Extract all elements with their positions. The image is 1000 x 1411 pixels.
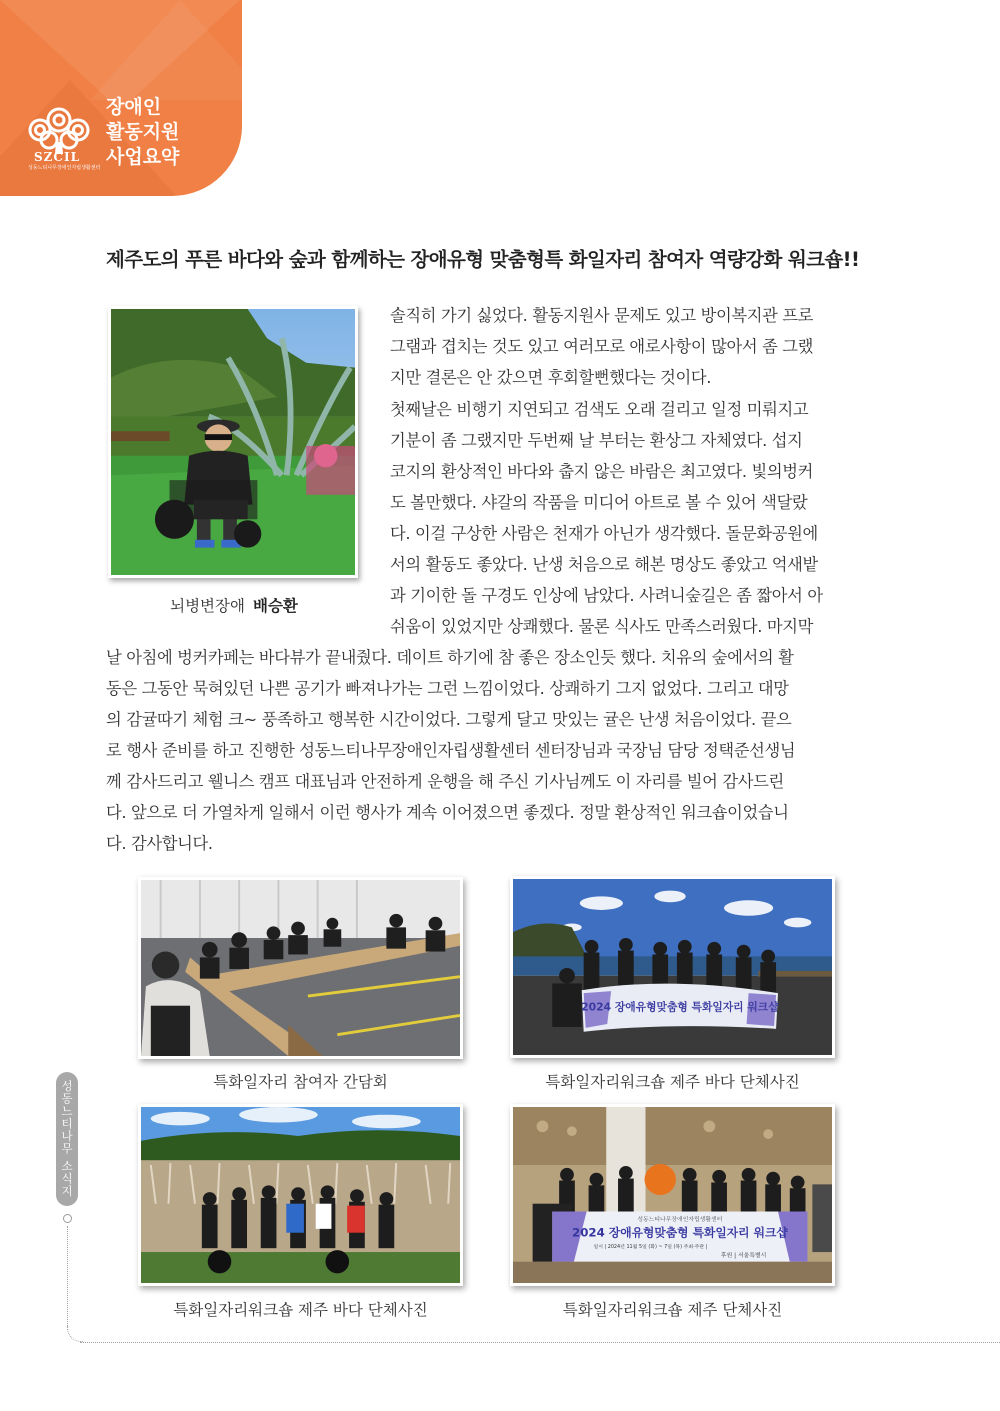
body-line: 다. 감사합니다.: [106, 834, 213, 853]
logo-wordmark: SZCIL: [34, 150, 81, 164]
body-line: 다. 이걸 구상한 사람은 천재가 아닌가 생각했다. 돌문화공원에: [390, 524, 818, 543]
photo-jeju-sea-group: [510, 876, 835, 1058]
banner-title-text: 2024 장애유형맞춤형 특화일자리 워크샵: [572, 1225, 788, 1240]
author-name: 배승환: [252, 597, 298, 615]
newsletter-label: 성동느티나무 소식지: [60, 1080, 74, 1198]
photo-caption: 특화일자리워크숍 제주 바다 단체사진: [545, 1073, 800, 1091]
ornament-divider: [80, 1342, 1000, 1343]
banner-date-text: 일시 | 2024년 11월 5일 (화) ~ 7일 (목) 주최·주관 |: [593, 1244, 708, 1251]
photo-jeju-indoor-group: [510, 1104, 835, 1286]
body-line: 로 행사 준비를 하고 진행한 성동느티나무장애인자립생활센터 센터장님과 국장님 담당 정택준선생님: [106, 741, 796, 760]
photo-jeju-reed-field-group: [138, 1104, 463, 1286]
body-line: 그램과 겹치는 것도 있고 여러모로 애로사항이 많아서 좀 그랬: [390, 337, 814, 356]
body-line: 서의 활동도 좋았다. 난생 처음으로 해본 명상도 좋았고 억새밭: [390, 555, 818, 574]
ornament-divider: [67, 1226, 68, 1330]
disability-type: 뇌병변장애: [170, 597, 245, 615]
body-line: 쉬움이 있었지만 상쾌했다. 물론 식사도 만족스러웠다. 마지막: [390, 617, 814, 636]
photo-caption: 특화일자리워크숍 제주 바다 단체사진: [173, 1301, 428, 1319]
newsletter-side-tab: [56, 1072, 78, 1206]
section-title-line: 활동지원: [106, 121, 180, 143]
body-line: 동은 그동안 묵혀있던 나쁜 공기가 빠져나가는 그런 느낌이었다. 상쾌하기 그지 없었다. 그리고 대망: [106, 679, 789, 698]
photo-participant-meeting: [138, 877, 463, 1059]
body-line: 께 감사드리고 웰니스 캠프 대표님과 안전하게 운행을 해 주신 기사님께도 이 자리를 빌어 감사드린: [106, 772, 784, 791]
banner-sponsor-text: 후원 | 서울특별시: [720, 1252, 767, 1259]
photo-caption: 특화일자리 참여자 간담회: [213, 1073, 388, 1091]
body-line: 첫째날은 비행기 지연되고 검색도 오래 걸리고 일정 미뤄지고: [390, 400, 809, 419]
body-line: 도 볼만했다. 샤갈의 작품을 미디어 아트로 볼 수 있어 색달랐: [390, 493, 808, 512]
banner-org-text: 성동느티나무장애인자립생활센터: [637, 1217, 723, 1224]
ornament-divider: [67, 1326, 83, 1342]
body-line: 기분이 좀 그랬지만 두번째 날 부터는 환상그 자체였다. 섭지: [390, 431, 803, 450]
author-portrait-photo: [108, 306, 358, 578]
photo-caption: 특화일자리워크숍 제주 단체사진: [562, 1301, 783, 1319]
section-title: [106, 95, 226, 170]
section-title-line: 장애인: [106, 96, 162, 118]
logo-subtitle: 성동느티나무장애인자립생활센터: [28, 165, 101, 171]
portrait-caption: [108, 594, 360, 616]
body-line: 의 감귤따기 체험 크~ 풍족하고 행복한 시간이었다. 그렇게 달고 맛있는 귤은 난생 처음이었다. 끝으: [106, 710, 792, 729]
section-title-line: 사업요약: [106, 146, 180, 168]
body-line: 다. 앞으로 더 가열차게 일해서 이런 행사가 계속 이어졌으면 좋겠다. 정말 환상적인 워크숍이었습니: [106, 803, 789, 822]
body-line: 과 기이한 돌 구경도 인상에 남았다. 사려니숲길은 좀 짧아서 아: [390, 586, 823, 605]
section-header-tab: [0, 0, 242, 196]
body-line: 날 아침에 벙커카페는 바다뷰가 끝내줬다. 데이트 하기에 참 좋은 장소인듯 했다. 치유의 숲에서의 활: [106, 648, 794, 667]
body-line: 코지의 환상적인 바다와 춥지 않은 바람은 최고였다. 빛의벙커: [390, 462, 814, 481]
body-line: 지만 결론은 안 갔으면 후회할뻔했다는 것이다.: [390, 368, 712, 387]
svg-text:2024 장애유형맞춤형 특화일자리 워크샵: 2024 장애유형맞춤형 특화일자리 워크샵: [581, 1000, 779, 1014]
article-title: 제주도의 푸른 바다와 숲과 함께하는 장애유형 맞춤형특 화일자리 참여자 역량강화 워크숍!!: [106, 248, 860, 271]
ornament-dot-icon: [63, 1214, 72, 1223]
body-line: 솔직히 가기 싫었다. 활동지원사 문제도 있고 방이복지관 프로: [390, 306, 814, 325]
